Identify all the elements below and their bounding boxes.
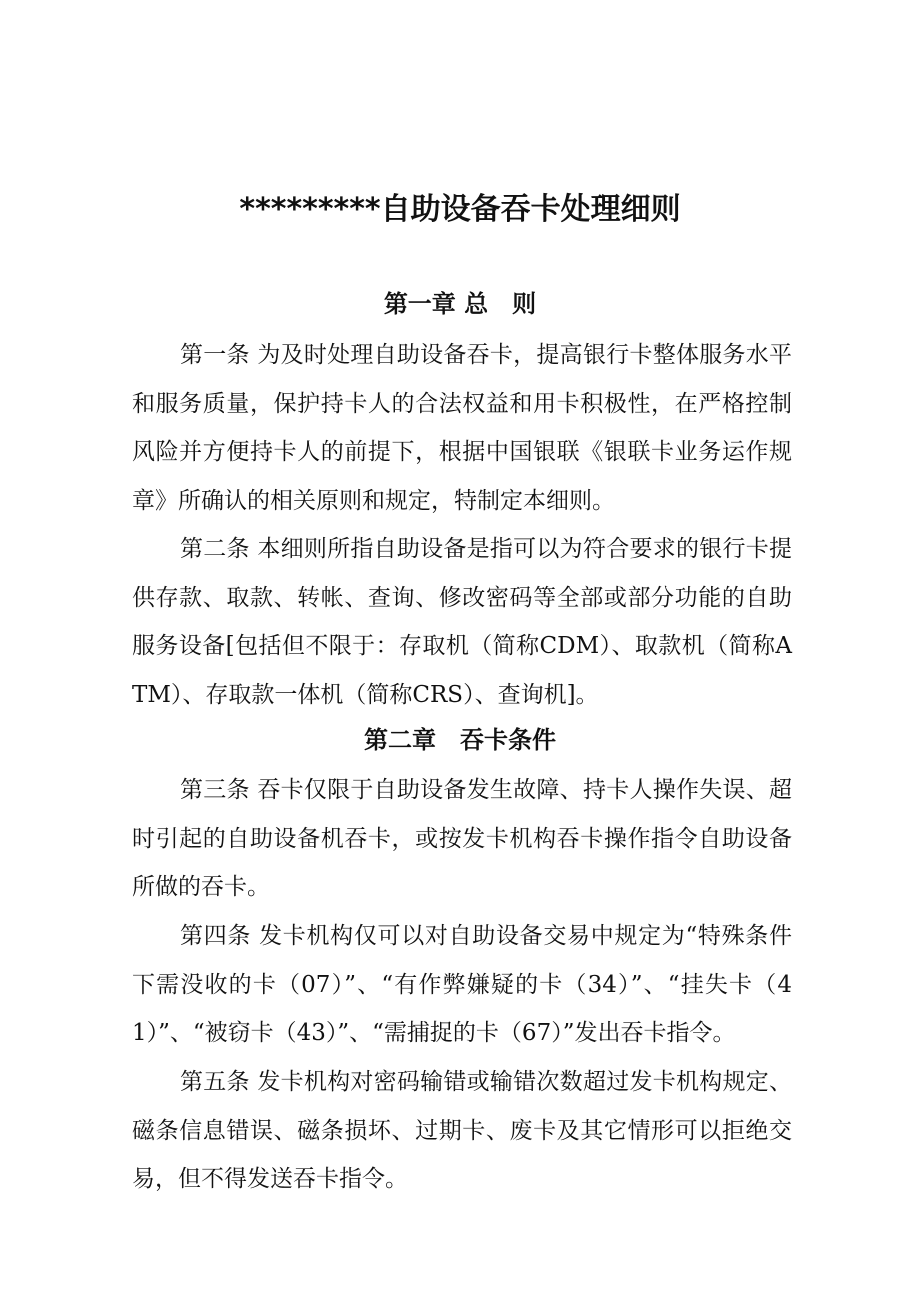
chapter-2-heading: 第二章 吞卡条件 [364, 726, 556, 754]
chapter-1-heading: 第一章 总 则 [383, 290, 537, 318]
article-2: 第二条 本细则所指自助设备是指可以为符合要求的银行卡提供存款、取款、转帐、查询、修改密码等全部或部分功能的自助服务设备[包括但不限于：存取机（简称CDM）、取款机（简称ATM）、存取款一体机（简称CRS）、查询机]。 [132, 536, 792, 708]
article-5: 第五条 发卡机构对密码输错或输错次数超过发卡机构规定、磁条信息错误、磁条损坏、过期卡、废卡及其它情形可以拒绝交易，但不得发送吞卡指令。 [132, 1069, 792, 1192]
article-4: 第四条 发卡机构仅可以对自助设备交易中规定为“特殊条件下需没收的卡（07）”、“有作弊嫌疑的卡（34）”、“挂失卡（41）”、“被窃卡（43）”、“需捕捉的卡（67）”发出吞卡指令。 [132, 923, 792, 1046]
article-3: 第三条 吞卡仅限于自助设备发生故障、持卡人操作失误、超时引起的自助设备机吞卡，或按发卡机构吞卡操作指令自助设备所做的吞卡。 [132, 777, 792, 900]
document-title: *********自助设备吞卡处理细则 [239, 192, 681, 227]
article-1: 第一条 为及时处理自助设备吞卡，提高银行卡整体服务水平和服务质量，保护持卡人的合法权益和用卡积极性，在严格控制风险并方便持卡人的前提下，根据中国银联《银联卡业务运作规章》所确认的相关原则和规定，特制定本细则。 [132, 342, 792, 514]
